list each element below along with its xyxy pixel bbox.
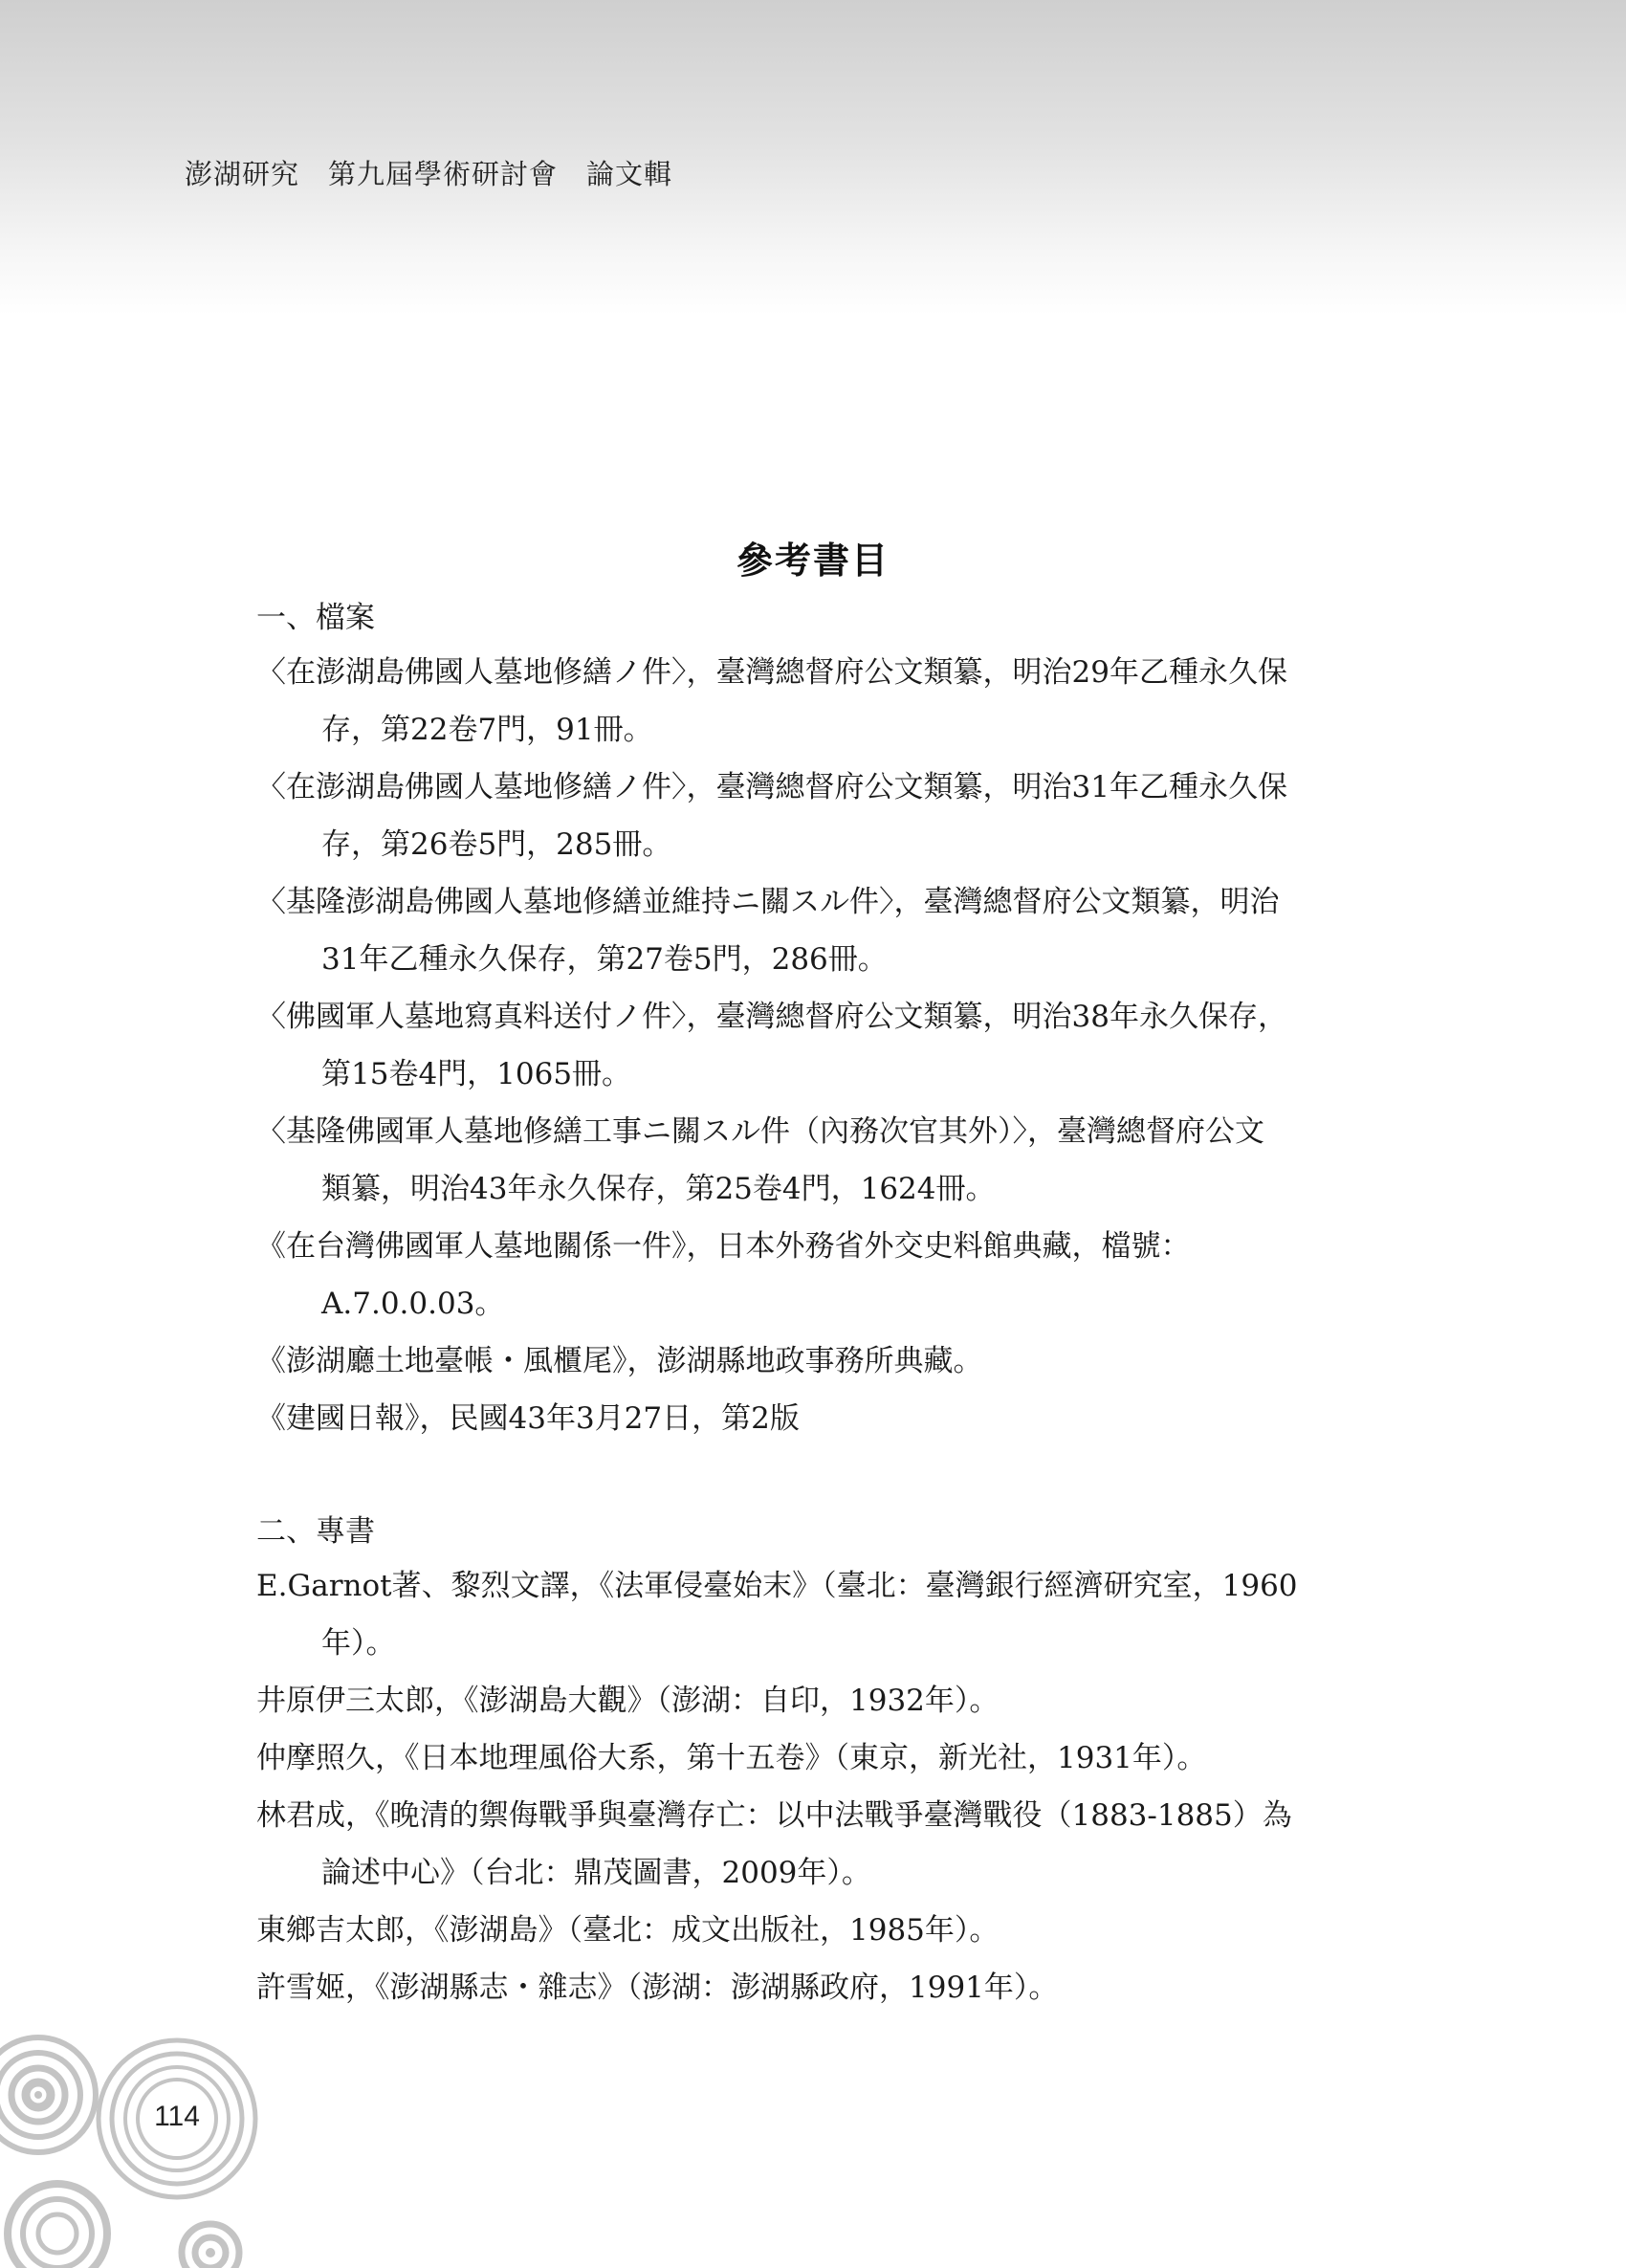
entry-line: 〈基隆澎湖島佛國人墓地修繕並維持ニ關スル件〉，臺灣總督府公文類纂，明治 xyxy=(256,885,1280,919)
reference-entry xyxy=(256,644,1366,759)
entry-line: 〈基隆佛國軍人墓地修繕工事ニ關スル件（內務次官其外）〉，臺灣總督府公文 xyxy=(256,1114,1264,1149)
entry-line: A.7.0.0.03。 xyxy=(321,1287,505,1321)
entry-line: 31年乙種永久保存，第27卷5門，286冊。 xyxy=(321,942,888,977)
reference-entry xyxy=(256,1218,1366,1332)
reference-entry xyxy=(256,1332,1366,1390)
reference-entry xyxy=(256,1557,1366,1672)
entry-line: 〈佛國軍人墓地寫真料送付ノ件〉，臺灣總督府公文類纂，明治38年永久保存， xyxy=(256,1000,1287,1034)
entry-line: 年）。 xyxy=(321,1626,396,1661)
entry-line: 《建國日報》，民國43年3月27日，第2版 xyxy=(256,1401,800,1436)
reference-entry xyxy=(256,988,1366,1103)
entry-line: 類纂，明治43年永久保存，第25卷4門，1624冊。 xyxy=(321,1172,996,1206)
decorative-circles-ornament xyxy=(0,2028,287,2268)
reference-entry xyxy=(256,1103,1366,1218)
entry-line: 論述中心》（台北：鼎茂圖書，2009年）。 xyxy=(321,1856,871,1890)
entry-line: 《在台灣佛國軍人墓地關係一件》，日本外務省外交史料館典藏，檔號： xyxy=(256,1229,1191,1264)
section-heading-archives: 一、檔案 xyxy=(256,601,375,635)
reference-entry xyxy=(256,1959,1366,2016)
entry-line: 井原伊三太郎，《澎湖島大觀》（澎湖：自印，1932年）。 xyxy=(256,1684,1000,1718)
reference-entry xyxy=(256,1787,1366,1902)
entry-line: 《澎湖廳土地臺帳・風櫃尾》，澎湖縣地政事務所典藏。 xyxy=(256,1344,983,1378)
entry-line: 東鄉吉太郎，《澎湖島》（臺北：成文出版社，1985年）。 xyxy=(256,1913,1000,1948)
entry-line: 〈在澎湖島佛國人墓地修繕ノ件〉，臺灣總督府公文類纂，明治31年乙種永久保 xyxy=(256,770,1287,804)
entry-line: 存，第26卷5門，285冊。 xyxy=(321,827,672,862)
reference-entry xyxy=(256,873,1366,988)
page-title: 參考書目 xyxy=(736,539,890,582)
reference-entry xyxy=(256,1390,1366,1447)
reference-entry xyxy=(256,1902,1366,1959)
entry-line: 許雪姬，《澎湖縣志・雜志》（澎湖：澎湖縣政府，1991年）。 xyxy=(256,1971,1059,2005)
entry-line: 存，第22卷7門，91冊。 xyxy=(321,713,653,747)
reference-entry xyxy=(256,1729,1366,1787)
entry-line: E.Garnot著、黎烈文譯，《法軍侵臺始末》（臺北：臺灣銀行經濟研究室，1960 xyxy=(256,1569,1298,1603)
running-head: 澎湖研究 第九屆學術研討會 論文輯 xyxy=(185,158,673,190)
reference-entry xyxy=(256,759,1366,873)
reference-entry xyxy=(256,1672,1366,1729)
entry-line: 〈在澎湖島佛國人墓地修繕ノ件〉，臺灣總督府公文類纂，明治29年乙種永久保 xyxy=(256,655,1287,690)
entry-line: 林君成，《晚清的禦侮戰爭與臺灣存亡：以中法戰爭臺灣戰役（1883-1885）為 xyxy=(256,1798,1292,1833)
section-heading-monographs: 二、專書 xyxy=(256,1514,375,1549)
entry-line: 第15卷4門，1065冊。 xyxy=(321,1057,632,1091)
entry-line: 仲摩照久，《日本地理風俗大系，第十五卷》（東京，新光社，1931年）。 xyxy=(256,1741,1207,1775)
page-number: 114 xyxy=(154,2101,200,2132)
